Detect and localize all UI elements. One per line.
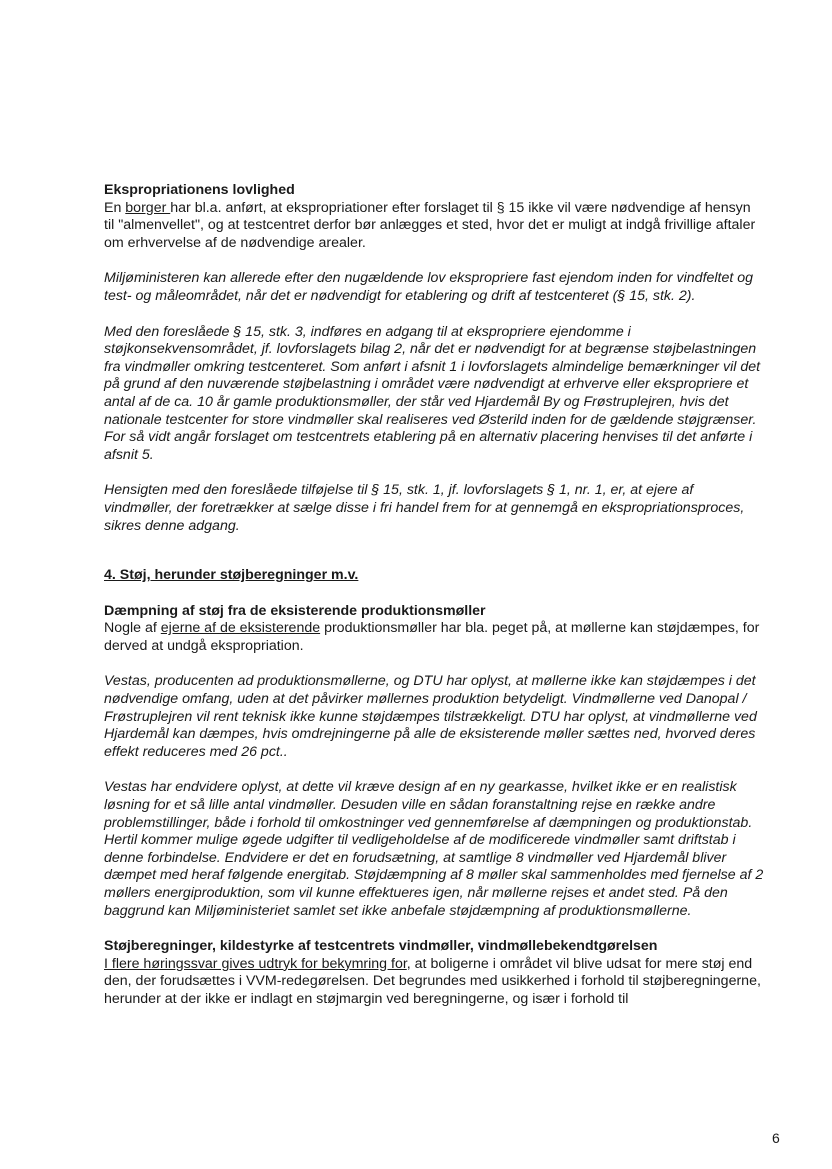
paragraph-citizen [104,200,764,253]
paragraph-vestas-gearbox: Vestas har endvidere oplyst, at dette vil kræve design af en ny gearkasse, hvilket ikke er en realistisk løsning for et så lille antal vindmøller. Desuden ville en sådan foranstaltning rejse en række andre problemstillinger, både i forhold til omkostninger ved gennemførelse af dæmpningen og produktionstab. Hertil kommer mulige øgede udgifter til vedligeholdelse af de modificerede vindmøller samt driftstab i denne forbindelse. Endvidere er det en forudsætning, at samtlige 8 vindmøller ved Hjardemål bliver dæmpet med heraf følgende energitab. Støjdæmpning af 8 møller skal sammenholdes med fjernelse af 2 møllers energiproduktion, som vil kunne effektueres igen, når møllerne rejses et andet sted. På den baggrund kan Miljøministeriet samlet set ikke anbefale støjdæmpning af produktionsmøllerne. [104,779,764,919]
underlined-text: I flere høringssvar gives udtryk for bekymring for [104,955,407,972]
document-page [104,182,764,1009]
paragraph-text: En [104,199,126,216]
paragraph-section15-stk3: Med den foreslåede § 15, stk. 3, indføres en adgang til at ekspropriere ejendomme i støjkonsekvensområdet, jf. lovforslagets bilag 2, når det er nødvendigt for at begrænse støjbelastningen fra vindmøller omkring testcenteret. Som anført i afsnit 1 i lovforslagets almindelige bemærkninger vil det på grund af den nuværende støjbelastning i området være nødvendigt at erhverve eller ekspropriere et antal af de ca. 10 år gamle produktionsmøller, der står ved Hjardemål By og Frøstruplejren, hvis det nationale testcenter for store vindmøller skal realiseres ved Østerild inden for de gældende støjgrænser. For så vidt angår forslaget om testcentrets etablering på en alternativ placering henvises til det anførte i afsnit 5. [104,323,761,463]
paragraph-vestas-dtu: Vestas, producenten ad produktionsmøllerne, og DTU har oplyst, at møllerne ikke kan støjdæmpes i det nødvendige omfang, uden at det påvirker møllernes produktion betydeligt. Vindmøllerne ved Danopal / Frøstruplejren vil rent teknisk ikke kunne støjdæmpes tilstrækkeligt. DTU har oplyst, at vindmøllerne ved Hjardemål kan dæmpes, hvis omdrejningerne på alle de eksisterende møller sættes ned, hvorved deres effekt reduceres med 26 pct.. [104,673,757,760]
subheading-noise-calculations: Støjberegninger, kildestyrke af testcentrets vindmøller, vindmøllebekendtgørelsen [104,938,658,955]
paragraph-owners [104,620,764,655]
section-heading-noise: 4. Støj, herunder støjberegninger m.v. [104,567,359,584]
paragraph-text: produktionsmøller har bla. peget på, at møllerne kan støjdæmpes, for derved at undgå ekspropriation. [104,620,760,654]
underlined-text: ejerne af de eksisterende [160,620,321,637]
paragraph-text: , at boligerne i området vil blive udsat for mere støj end den, der forudsættes i VVM-redegørelsen. Det begrundes med usikkerhed i forhold til støjberegningerne, herunder at der ikke er indlagt en støjmargin ved beregningerne, og især i forhold til [104,955,761,1007]
page-number: 6 [772,1130,780,1146]
subheading-dampening: Dæmpning af støj fra de eksisterende produktionsmøller [104,602,486,619]
paragraph-text: har bl.a. anført, at ekspropriationer efter forslaget til § 15 ikke vil være nødvendige af hensyn til "almenvellet", og at testcentret derfor bør anlægges et sted, hvor det er muligt at indgå frivillige aftaler om erhvervelse af de nødvendige arealer. [104,199,756,251]
paragraph-hearing-responses [104,956,764,1009]
section-heading-expropriation: Ekspropriationens lovlighed [104,182,295,198]
paragraph-section15-stk1: Hensigten med den foreslåede tilføjelse til § 15, stk. 1, jf. lovforslagets § 1, nr. 1, er, at ejere af vindmøller, der foretrækker at sælge disse i fri handel frem for at gennemgå en ekspropriationsproces, sikres denne adgang. [104,482,745,534]
underlined-text: borger [125,199,171,216]
paragraph-text: Nogle af [104,620,161,637]
paragraph-minister: Miljøministeren kan allerede efter den nugældende lov ekspropriere fast ejendom inden for vindfeltet og test- og måleområdet, når det er nødvendigt for etablering og drift af testcenteret (§ 15, stk. 2). [104,270,754,304]
